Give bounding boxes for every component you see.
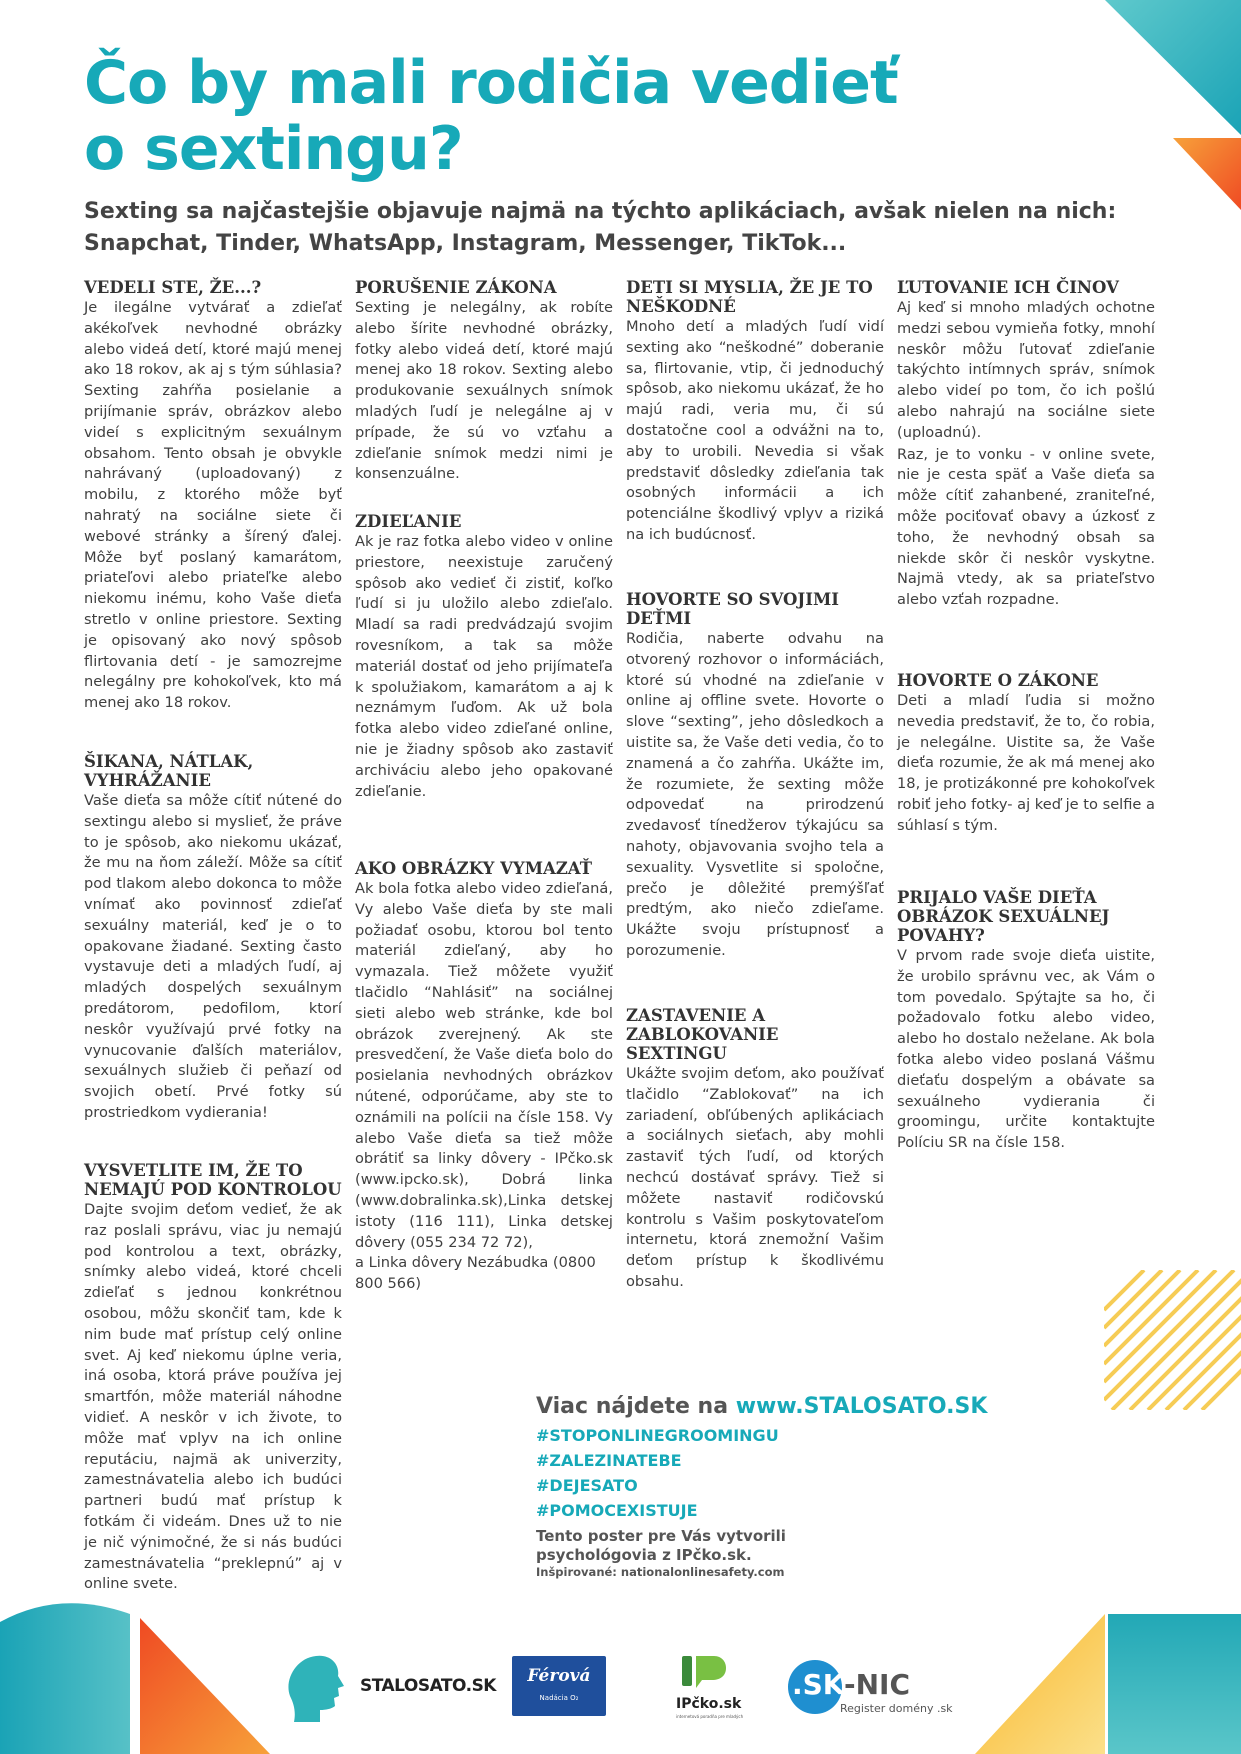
- more-info-line: [536, 1394, 1036, 1419]
- bottom-right-corner-decoration: [975, 1614, 1241, 1754]
- section-hovorte-detmi: [626, 590, 884, 962]
- sknic-sk-text: .SK: [792, 1668, 845, 1701]
- section-text-2: a Linka dôvery Nezábudka (0800 800 566): [355, 1254, 596, 1293]
- section-heading: ŠIKANA, NÁTLAK, VYHRÁŽANIE: [84, 752, 254, 790]
- section-heading: PRIJALO VAŠE DIEŤA OBRÁZOK SEXUÁLNEJ POVAHY?: [897, 888, 1110, 945]
- section-porusenie: [355, 278, 613, 485]
- section-text: Ak bola fotka alebo video zdieľaná, Vy alebo Vaše dieťa by ste mali požiadať osobu, ktorou bol tento materiál zdieľaný, aby ho vymazala. Tiež môžete využiť tlačidlo “Nahlásiť” na sociálnej sieti alebo web stránke, kde bol obrázok zverejnený. Ak ste presvedčení, že Vaše dieťa bolo do posielania nevhodných obrázkov nútené, odporúčame, aby ste to oznámili na polícii na čísle 158. Vy alebo Vaše dieťa sa tiež môže obrátiť sa linky dôvery - IPčko.sk (www.ipcko.sk), Dobrá linka (www.dobralinka.sk),Linka detskej istoty (116 111), Linka detskej dôvery (055 234 72 72),: [355, 880, 613, 1251]
- section-lutovanie: [897, 278, 1155, 611]
- sknic-nic-text: -NIC: [844, 1668, 911, 1701]
- poster-credit: Tento poster pre Vás vytvorili psychológovia z IPčko.sk.: [536, 1527, 786, 1564]
- section-zakone: [897, 671, 1155, 837]
- stalosato-logo-text: STALOSATO.SK: [360, 1676, 496, 1696]
- inspired-by: Inšpirované: nationalonlinesafety.com: [536, 1565, 785, 1579]
- hashtag: #DEJESATO: [536, 1476, 638, 1495]
- title-line-2: o sextingu?: [84, 114, 463, 184]
- section-heading: HOVORTE SO SVOJIMI DEŤMI: [626, 590, 839, 628]
- section-prijalo: [897, 888, 1155, 1154]
- section-heading: DETI SI MYSLIA, ŽE JE TO NEŠKODNÉ: [626, 278, 873, 316]
- section-text: Ak je raz fotka alebo video v online priestore, neexistuje zaručený spôsob ako vedieť či zistiť, koľko ľudí si ju uložilo alebo zdieľalo. Mladí sa radi predvádzajú svojim rovesníkom, a tak sa môže materiál dostať od jeho prijímateľa k spolužiakom, kamarátom a aj k neznámym ľuďom. Ak už bola fotka alebo video zdieľané online, nie je žiadny spôsob ako zastaviť archiváciu alebo jeho opakované zdieľanie.: [355, 533, 613, 800]
- bottom-left-corner-decoration: [0, 1594, 290, 1754]
- section-heading: ZDIEĽANIE: [355, 512, 462, 531]
- section-heading: PORUŠENIE ZÁKONA: [355, 278, 557, 297]
- section-text: Mnoho detí a mladých ľudí vidí sexting ako “neškodné” doberanie sa, flirtovanie, vtip, či jednoduchý spôsob, ako niekomu ukázať, že ho majú radi, veria mu, či sú dostatočne cool a odvážni na to, aby to urobili. Nevedia si však predstaviť dôsledky zdieľania tak osobných informácii a ich potenciálne škodlivý vplyv a riziká na ich budúcnosť.: [626, 318, 884, 543]
- more-info-prefix: Viac nájdete na: [536, 1394, 736, 1419]
- sknic-subtext: Register domény .sk: [840, 1702, 953, 1715]
- section-text: Ukážte svojim deťom, ako používať tlačidlo “Zablokovať” na ich zariadení, obľúbených aplikáciach a sociálnych sieťach, aby mohli zastaviť tých ľudí, od ktorých nechcú dostávať správy. Tiež si môžete nastaviť rodičovskú kontrolu s Vašim poskytovateľom internetu, ktorá znemožní Vašim deťom prístup k škodlivému obsahu.: [626, 1065, 884, 1290]
- section-heading: VEDELI STE, ŽE...?: [84, 278, 262, 297]
- hashtag: #STOPONLINEGROOMINGU: [536, 1426, 779, 1445]
- title-line-1: Čo by mali rodičia vedieť: [84, 48, 898, 118]
- stalosato-logo: [286, 1652, 496, 1724]
- section-zdielanie: [355, 512, 613, 802]
- ipcko-logo: [676, 1652, 756, 1724]
- section-zastavenie: [626, 1006, 884, 1293]
- ipcko-logo-text: IPčko.sk: [676, 1696, 742, 1712]
- section-text: Je ilegálne vytvárať a zdieľať akékoľvek nevhodné obrázky alebo videá detí, ktoré majú menej ako 18 rokov, ak aj s tým súhlasia? Sexting zahŕňa posielanie a prijímanie správ, obrázkov alebo videí s explicitným sexuálnym obsahom. Tento obsah je obvykle nahrávaný (uploadovaný) z mobilu, z ktorého môže byť nahratý na sociálne siete či webové stránky a šírený ďalej. Môže byť poslaný kamarátom, priateľovi alebo priateľke alebo niekomu inému, koho Vaše dieťa stretlo v online priestore. Sexting je opisovaný ako nový spôsob flirtovania detí - je samozrejme nelegálny pre kohokoľvek, kto má menej ako 18 rokov.: [84, 299, 342, 712]
- subtitle: [84, 196, 1184, 260]
- ferova-logo: [512, 1656, 606, 1716]
- section-text: Vaše dieťa sa môže cítiť nútené do sextingu alebo si myslieť, že práve to je spôsob, ako niekomu ukázať, že mu na ňom záleží. Môže sa cítiť pod tlakom alebo dokonca to môže vnímať ako povinnosť zdieľať sexuálny materiál, keď je o to opakovane žiadané. Sexting často vystavuje deti a mladých ľudí, aj mladých dospelých sexuálnym predátorom, pedofilom, ktorí neskôr využívajú prvé fotky na vynucovanie ďalších materiálov, sexuálnych služieb či peňazí od svojich obetí. Prvé fotky sú prostriedkom vydierania!: [84, 792, 342, 1121]
- section-vedeli: [84, 278, 342, 714]
- section-heading: HOVORTE O ZÁKONE: [897, 671, 1099, 690]
- sknic-logo: [788, 1660, 968, 1720]
- section-text: V prvom rade svoje dieťa uistite, že urobilo správnu vec, ak Vám o tom povedalo. Spýtajte sa ho, či požadovalo fotku alebo video, alebo ho dostalo neželane. Ak bola fotka alebo video poslaná Vášmu dieťaťu dospelým a obávate sa sexuálneho vydierania či groomingu, určite kontaktujte Políciu SR na čísle 158.: [897, 947, 1155, 1152]
- section-heading: AKO OBRÁZKY VYMAZAŤ: [355, 859, 592, 878]
- subtitle-line-1: Sexting sa najčastejšie objavuje najmä na týchto aplikáciach, avšak nielen na nich:: [84, 199, 1117, 224]
- ipcko-speech-icon: [680, 1652, 726, 1692]
- section-text: Aj keď si mnoho mladých ochotne medzi sebou vymieňa fotky, mnohí neskôr môžu ľutovať zdieľanie takýchto intímnych správ, snímok alebo videí po tom, čo ich pošlú alebo nahrajú na sociálne siete (uploadnú).: [897, 299, 1155, 441]
- ipcko-logo-subtext: internetová poradňa pre mladých: [676, 1714, 744, 1719]
- subtitle-line-2: Snapchat, Tinder, WhatsApp, Instagram, Messenger, TikTok...: [84, 231, 847, 256]
- hashtag: #POMOCEXISTUJE: [536, 1501, 698, 1520]
- ferova-logo-text: Férová: [527, 1666, 591, 1686]
- head-silhouette-icon: [286, 1652, 346, 1724]
- website-link[interactable]: www.STALOSATO.SK: [735, 1394, 988, 1419]
- section-deti: [626, 278, 884, 546]
- section-text: Dajte svojim deťom vedieť, že ak raz poslali správu, viac ju nemajú pod kontrolou a text, obrázky, snímky alebo videá, ktoré chceli zdieľať s jednou konkrétnou osobou, môžu skončiť tam, kde k nim bude mať prístup celý online svet. Aj keď niekomu úplne veria, iná osoba, ktorá práve používa jej smartfón, môže materiál náhodne vidieť. A neskôr v ich živote, to môže mať vplyv na ich online reputáciu, najmä ak univerzity, zamestnávatelia alebo ich budúci partneri budú mať prístup k fotkám či videám. Dnes už to nie je nič výnimočné, že si nás budúci zamestnávatelia “preklepnú” aj v online svete.: [84, 1201, 342, 1593]
- section-text: Sexting je nelegálny, ak robíte alebo šírite nevhodné obrázky, fotky alebo videá detí, ktoré majú menej ako 18 rokov. Sexting alebo produkovanie sexuálnych snímok mladých ľudí je nelegálne aj v prípade, že sú vo vzťahu a zdieľanie snímok medzi nimi je konsenzuálne.: [355, 299, 613, 483]
- page-title: [84, 50, 984, 182]
- section-heading: ZASTAVENIE A ZABLOKOVANIE SEXTINGU: [626, 1006, 779, 1063]
- section-vymazat: [355, 859, 613, 1295]
- section-heading: VYSVETLITE IM, ŽE TO NEMAJÚ POD KONTROLOU: [84, 1161, 342, 1199]
- section-sikana: [84, 752, 342, 1124]
- footer-info: [536, 1394, 1036, 1579]
- yellow-stripes-decoration: [1104, 1270, 1241, 1410]
- hashtag: #ZALEZINATEBE: [536, 1451, 682, 1470]
- section-heading: ĽUTOVANIE ICH ČINOV: [897, 278, 1119, 297]
- section-text-2: Raz, je to vonku - v online svete, nie je cesta späť a Vaše dieťa sa môže cítiť zahanbené, zraniteľné, môže pociťovať obavy a úzkosť z toho, že nevhodný obsah sa niekde skôr či neskôr vyskytne. Najmä vtedy, ak sa priateľstvo alebo vzťah rozpadne.: [897, 445, 1155, 609]
- section-text: Rodičia, naberte odvahu na otvorený rozhovor o informáciách, ktoré sú vhodné na zdieľanie v online aj offline svete. Hovorte o slove “sexting”, jeho dôsledkoch a uistite sa, že Vaše deti vedia, čo to znamená a čo zahŕňa. Ukážte im, že rozumiete, že sexting môže odpovedať na prirodzenú zvedavosť tínedžerov týkajúcu sa nahoty, objavovania svojho tela a sexuality. Vysvetlite si spoločne, prečo je dôležité premýšľať predtým, ako niečo zdieľame. Ukážte svoju prístupnosť a porozumenie.: [626, 630, 884, 959]
- ferova-logo-sub: Nadácia O₂: [539, 1694, 579, 1702]
- section-text: Deti a mladí ľudia si možno nevedia predstaviť, že to, čo robia, je nelegálne. Uistite sa, že Vaše dieťa rozumie, že ak má menej ako 18, je protizákonné pre kohokoľvek robiť jeho fotky- aj keď je to selfie a súhlasí s tým.: [897, 692, 1155, 834]
- section-vysvetlite: [84, 1161, 342, 1595]
